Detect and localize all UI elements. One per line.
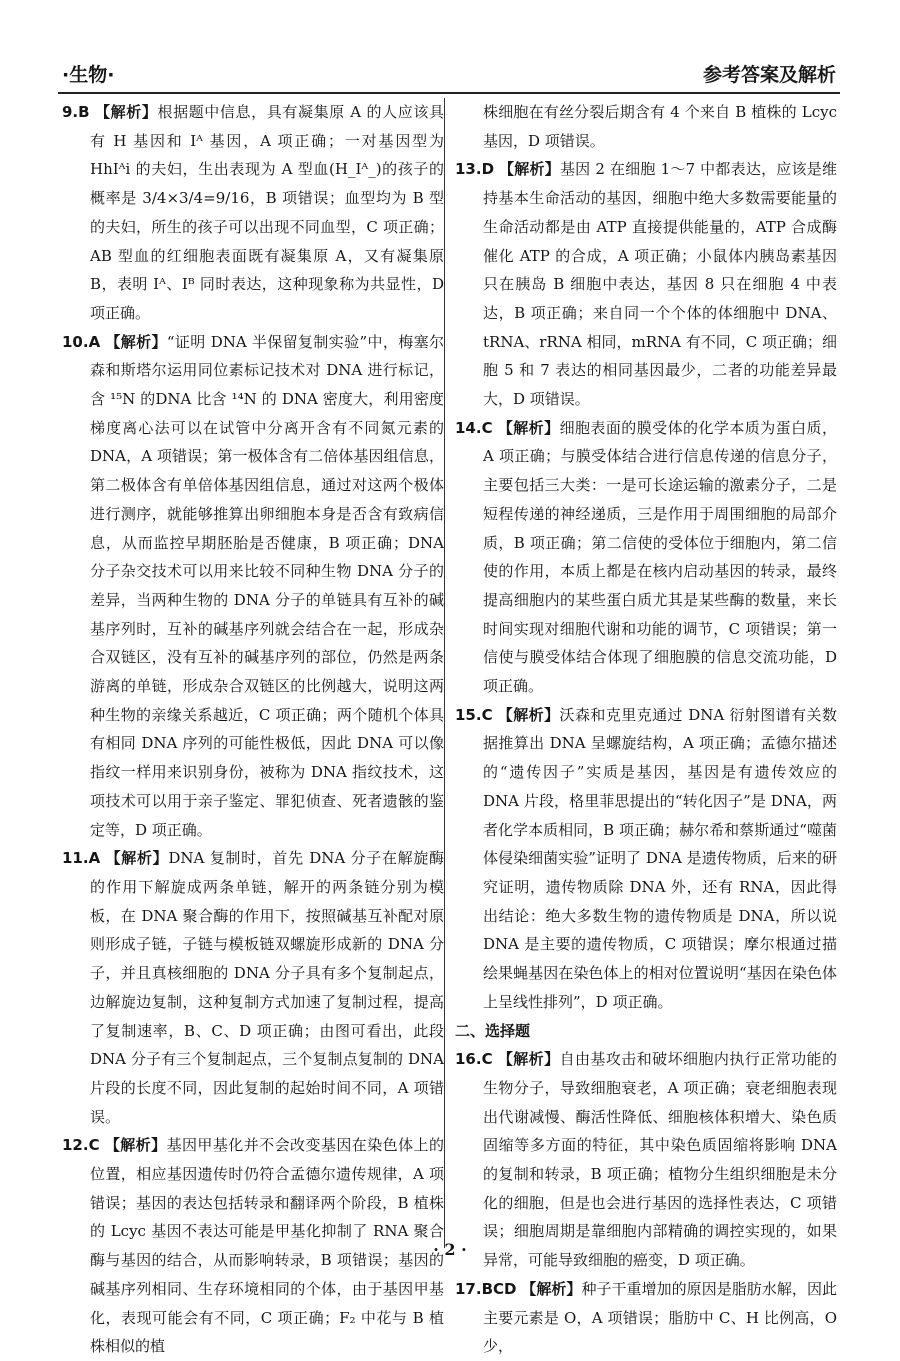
question-text: 根据题中信息，具有凝集原 A 的人应该具有 H 基因和 Iᴬ 基因，A 项正确；一对基因型为 HhIᴬi 的夫妇，生出表现为 A 型血(H_Iᴬ_)的孩子的概率是 3/4×3/4=9/16，B 项错误；血型均为 B 型的夫妇，所生的孩子可以出现不同血型，C 项正确；AB 型血的红细胞表面既有凝集原 A，又有凝集原 B，表明 Iᴬ、Iᴮ 同时表达，这种现象称为共显性，D 项正确。 — [90, 103, 444, 322]
answer-letter: C — [481, 705, 493, 724]
answer-letter: A — [88, 849, 101, 868]
question-16: 16.C 【解析】自由基攻击和破坏细胞内执行正常功能的生物分子，导致细胞衰老，A 项正确；衰老细胞表现出代谢减慢、酶活性降低、细胞核体积增大、染色质固缩等多方面的特征，其中染色质固缩将影响 DNA 的复制和转录，B 项正确；植物分生组织细胞是未分化的细胞，但是也会进行基因的选择性表达，C 项错误；细胞周期是靠细胞内部精确的调控实现的，如果异常，可能导致细胞的癌变，D 项正确。 — [455, 1050, 837, 1270]
answer-letter: C — [88, 1136, 100, 1155]
answer-letter: C — [481, 1050, 493, 1069]
analysis-tag: 【解析】 — [105, 332, 167, 351]
analysis-tag: 【解析】 — [497, 418, 560, 437]
answer-letter: D — [481, 160, 495, 179]
question-10: 10.A 【解析】“证明 DNA 半保留复制实验”中，梅塞尔森和斯塔尔运用同位素标记技术对 DNA 进行标记，含 ¹⁵N 的DNA 比含 ¹⁴N 的 DNA 密度大，利用密度梯度离心法可以在试管中分离开含有不同氮元素的 DNA，A 项错误；第一极体含有二倍体基因组信息，第二极体含有单倍体基因组信息，通过对这两个极体进行测序，就能够推算出卵细胞本身是否含有致病信息，从而监控早期胚胎是否健康，B 项正确；DNA 分子杂交技术可以用来比较不同种生物 DNA 分子的差异，当两种生物的 DNA 分子的单链具有互补的碱基序列时，互补的碱基序列就会结合在一起，形成杂合双链区，没有互补的碱基序列的部位，仍然是两条游离的单链，形成杂合双链区的比例越大，说明这两种生物的亲缘关系越近，C 项正确；两个随机个体具有相同 DNA 序列的可能性极低，因此 DNA 可以像指纹一样用来识别身份，被称为 DNA 指纹技术，这项技术可以用于亲子鉴定、罪犯侦查、死者遗骸的鉴定等，D 项正确。 — [62, 332, 444, 839]
analysis-tag: 【解析】 — [104, 1136, 167, 1155]
question-text: DNA 复制时，首先 DNA 分子在解旋酶的作用下解旋成两条单链，解开的两条链分别为模板，在 DNA 聚合酶的作用下，按照碱基互补配对原则形成子链，子链与模板链双螺旋形成新的 DNA 分子，并且真核细胞的 DNA 分子具有多个复制起点，边解旋边复制，这种复制方式加速了复制过程，提高了复制速率，B、C、D 项正确；由图可看出，此段 DNA 分子有三个复制起点，三个复制点复制的 DNA 片段的长度不同，因此复制的起始时间不同，A 项错误。 — [90, 849, 444, 1126]
question-13: 13.D 【解析】基因 2 在细胞 1～7 中都表达，应该是维持基本生命活动的基因，细胞中绝大多数需要能量的生命活动都是由 ATP 直接提供能量的，ATP 合成酶催化 ATP 的合成，A 项正确；小鼠体内胰岛素基因只在胰岛 B 细胞中表达，基因 8 只在细胞 4 中表达，B 项正确；来自同一个个体的体细胞中 DNA、tRNA、rRNA 相同，mRNA 有不同，C 项正确；细胞 5 和 7 表达的相同基因最少，二者的功能差异最大，D 项错误。 — [455, 160, 837, 409]
question-17: 17.BCD 【解析】种子干重增加的原因是脂肪水解，因此主要元素是 O，A 项错误；脂肪中 C、H 比例高，O 少， — [455, 1279, 837, 1356]
question-text: 细胞表面的膜受体的化学本质为蛋白质，A 项正确；与膜受体结合进行信息传递的信息分子，主要包括三大类：一是可长途运输的激素分子，二是短程传递的神经递质，三是作用于周围细胞的局部介质，B 项正确；第二信使的受体位于细胞内，第二信使的作用，本质上都是在核内启动基因的转录，最终提高细胞内的某些蛋白质尤其是某些酶的数量，来长时间实现对细胞代谢和功能的调节，C 项错误；第一信使与膜受体结合体现了细胞膜的信息交流功能，D 项正确。 — [483, 418, 837, 696]
right-column — [455, 98, 837, 1361]
question-text: 沃森和克里克通过 DNA 衍射图谱有关数据推算出 DNA 呈螺旋结构，A 项正确；孟德尔描述的“遗传因子”实质是基因，基因是有遗传效应的 DNA 片段，格里菲思提出的“转化因子”是 DNA，两者化学本质相同，B 项正确；赫尔希和蔡斯通过“噬菌体侵染细菌实验”证明了 DNA 是遗传物质，后来的研究证明，遗传物质除 DNA 外，还有 RNA，因此得出结论：绝大多数生物的遗传物质是 DNA，所以说 DNA 是主要的遗传物质，C 项错误；摩尔根通过描绘果蝇基因在染色体上的相对位置说明“基因在染色体上呈线性排列”，D 项正确。 — [483, 705, 837, 1011]
question-14: 14.C 【解析】细胞表面的膜受体的化学本质为蛋白质，A 项正确；与膜受体结合进行信息传递的信息分子，主要包括三大类：一是可长途运输的激素分子，二是短程传递的神经递质，三是作用于周围细胞的局部介质，B 项正确；第二信使的受体位于细胞内，第二信使的作用，本质上都是在核内启动基因的转录，最终提高细胞内的某些蛋白质尤其是某些酶的数量，来长时间实现对细胞代谢和功能的调节，C 项错误；第一信使与膜受体结合体现了细胞膜的信息交流功能，D 项正确。 — [455, 418, 837, 696]
analysis-tag: 【解析】 — [499, 160, 560, 179]
analysis-tag: 【解析】 — [94, 103, 158, 121]
analysis-tag: 【解析】 — [521, 1279, 582, 1298]
question-15: 15.C 【解析】沃森和克里克通过 DNA 衍射图谱有关数据推算出 DNA 呈螺旋结构，A 项正确；孟德尔描述的“遗传因子”实质是基因，基因是有遗传效应的 DNA 片段，格里菲思提出的“转化因子”是 DNA，两者化学本质相同，B 项正确；赫尔希和蔡斯通过“噬菌体侵染细菌实验”证明了 DNA 是遗传物质，后来的研究证明，遗传物质除 DNA 外，还有 RNA，因此得出结论：绝大多数生物的遗传物质是 DNA，所以说 DNA 是主要的遗传物质，C 项错误；摩尔根通过描绘果蝇基因在染色体上的相对位置说明“基因在染色体上呈线性排列”，D 项正确。 — [455, 705, 837, 1011]
section-heading: 二、选择题 — [455, 1021, 531, 1040]
question-text: 基因 2 在细胞 1～7 中都表达，应该是维持基本生命活动的基因，细胞中绝大多数需要能量的生命活动都是由 ATP 直接提供能量的，ATP 合成酶催化 ATP 的合成，A 项正确；小鼠体内胰岛素基因只在胰岛 B 细胞中表达，基因 8 只在细胞 4 中表达，B 项正确；来自同一个个体的体细胞中 DNA、tRNA、rRNA 相同，mRNA 有不同，C 项正确；细胞 5 和 7 表达的相同基因最少，二者的功能差异最大，D 项错误。 — [483, 160, 837, 409]
question-text: 自由基攻击和破坏细胞内执行正常功能的生物分子，导致细胞衰老，A 项正确；衰老细胞表现出代谢减慢、酶活性降低、细胞核体积增大、染色质固缩等多方面的特征，其中染色质固缩将影响 DNA 的复制和转录，B 项正确；植物分生组织细胞是未分化的细胞，但是也会进行基因的选择性表达，C 项错误；细胞周期是靠细胞内部精确的调控实现的，如果异常，可能导致细胞的癌变，D 项正确。 — [483, 1050, 837, 1270]
page-header — [58, 58, 840, 94]
analysis-tag: 【解析】 — [105, 849, 169, 868]
answer-letter: C — [481, 418, 493, 437]
answer-letter: A — [88, 332, 101, 351]
answer-letter: BCD — [481, 1279, 517, 1298]
subject-label: ·生物· — [62, 64, 115, 86]
question-12-continuation: 株细胞在有丝分裂后期含有 4 个来自 B 植株的 Lcyc 基因，D 项错误。 — [483, 103, 837, 150]
question-text: 基因甲基化并不会改变基因在染色体上的位置，相应基因遗传时仍符合孟德尔遗传规律，A 项错误；基因的表达包括转录和翻译两个阶段，B 植株的 Lcyc 基因不表达可能是甲基化抑制了 RNA 聚合酶与基因的结合，从而影响转录，B 项错误；基因的碱基序列相同、生存环境相同的个体，由于基因甲基化，表现可能会有不同，C 项正确；F₂ 中花与 B 植株相似的植 — [90, 1136, 444, 1356]
column-divider — [444, 98, 445, 1248]
question-11: 11.A 【解析】DNA 复制时，首先 DNA 分子在解旋酶的作用下解旋成两条单链，解开的两条链分别为模板，在 DNA 聚合酶的作用下，按照碱基互补配对原则形成子链，子链与模板链双螺旋形成新的 DNA 分子，并且真核细胞的 DNA 分子具有多个复制起点，边解旋边复制，这种复制方式加速了复制过程，提高了复制速率，B、C、D 项正确；由图可看出，此段 DNA 分子有三个复制起点，三个复制点复制的 DNA 片段的长度不同，因此复制的起始时间不同，A 项错误。 — [62, 849, 444, 1126]
question-12: 12.C 【解析】基因甲基化并不会改变基因在染色体上的位置，相应基因遗传时仍符合孟德尔遗传规律，A 项错误；基因的表达包括转录和翻译两个阶段，B 植株的 Lcyc 基因不表达可能是甲基化抑制了 RNA 聚合酶与基因的结合，从而影响转录，B 项错误；基因的碱基序列相同、生存环境相同的个体，由于基因甲基化，表现可能会有不同，C 项正确；F₂ 中花与 B 植株相似的植 — [62, 1136, 444, 1356]
document-title: 参考答案及解析 — [702, 64, 836, 86]
page-number: · 2 · — [433, 1240, 467, 1259]
question-text: “证明 DNA 半保留复制实验”中，梅塞尔森和斯塔尔运用同位素标记技术对 DNA 进行标记，含 ¹⁵N 的DNA 比含 ¹⁴N 的 DNA 密度大，利用密度梯度离心法可以在试管中分离开含有不同氮元素的 DNA，A 项错误；第一极体含有二倍体基因组信息，第二极体含有单倍体基因组信息，通过对这两个极体进行测序，就能够推算出卵细胞本身是否含有致病信息，从而监控早期胚胎是否健康，B 项正确；DNA 分子杂交技术可以用来比较不同种生物 DNA 分子的差异，当两种生物的 DNA 分子的单链具有互补的碱基序列时，互补的碱基序列就会结合在一起，形成杂合双链区，没有互补的碱基序列的部位，仍然是两条游离的单链，形成杂合双链区的比例越大，说明这两种生物的亲缘关系越近，C 项正确；两个随机个体具有相同 DNA 序列的可能性极低，因此 DNA 可以像指纹一样用来识别身份，被称为 DNA 指纹技术，这项技术可以用于亲子鉴定、罪犯侦查、死者遗骸的鉴定等，D 项正确。 — [90, 332, 444, 839]
analysis-tag: 【解析】 — [497, 1050, 560, 1069]
analysis-tag: 【解析】 — [497, 705, 560, 724]
answer-letter: B — [78, 103, 90, 121]
question-text: 种子干重增加的原因是脂肪水解，因此主要元素是 O，A 项错误；脂肪中 C、H 比例高，O 少， — [483, 1279, 837, 1356]
left-column — [62, 98, 444, 1361]
question-9: 9.B 【解析】根据题中信息，具有凝集原 A 的人应该具有 H 基因和 Iᴬ 基因，A 项正确；一对基因型为 HhIᴬi 的夫妇，生出表现为 A 型血(H_Iᴬ_)的孩子的概率是 3/4×3/4=9/16，B 项错误；血型均为 B 型的夫妇，所生的孩子可以出现不同血型，C 项正确；AB 型血的红细胞表面既有凝集原 A，又有凝集原 B，表明 Iᴬ、Iᴮ 同时表达，这种现象称为共显性，D 项正确。 — [62, 103, 444, 322]
